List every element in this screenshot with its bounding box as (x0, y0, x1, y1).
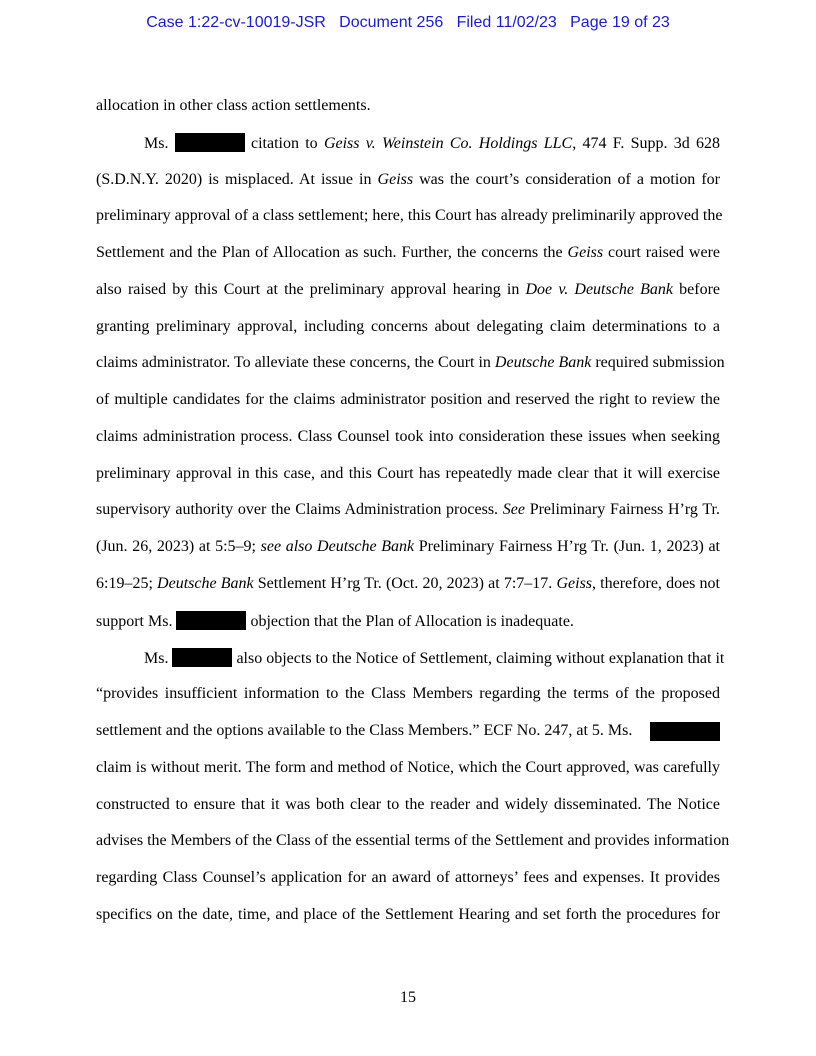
body-line: preliminary approval of a class settlement; here, this Court has already preliminarily approved the (96, 207, 723, 224)
body-line: claim is without merit. The form and method of Notice, which the Court approved, was carefully (96, 759, 720, 776)
body-line: support Ms. objection that the Plan of Allocation is inadequate. (96, 613, 574, 630)
body-line: supervisory authority over the Claims Administration process. See Preliminary Fairness H’rg Tr. (96, 501, 721, 518)
body-line: (S.D.N.Y. 2020) is misplaced. At issue in Geiss was the court’s consideration of a motion for (96, 171, 720, 188)
body-line: settlement and the options available to the Class Members.” ECF No. 247, at 5. Ms. (96, 722, 633, 739)
body-line: also raised by this Court at the preliminary approval hearing in Doe v. Deutsche Bank before (96, 281, 721, 298)
body-line: (Jun. 26, 2023) at 5:5–9; see also Deutsche Bank Preliminary Fairness H’rg Tr. (Jun. 1, 2023) at (96, 538, 720, 555)
body-line: granting preliminary approval, including concerns about delegating claim determinations to a (96, 318, 720, 335)
body-line: claims administration process. Class Counsel took into consideration these issues when seeking (96, 428, 720, 445)
body-line: preliminary approval in this case, and this Court has repeatedly made clear that it will exercise (96, 465, 720, 482)
body-line: Ms. citation to Geiss v. Weinstein Co. Holdings LLC, 474 F. Supp. 3d 628 (144, 135, 721, 152)
body-line: specifics on the date, time, and place of the Settlement Hearing and set forth the procedures for (96, 906, 720, 923)
page-number: 15 (400, 989, 416, 1006)
body-line: of multiple candidates for the claims administrator position and reserved the right to review the (96, 391, 720, 408)
body-line: advises the Members of the Class of the essential terms of the Settlement and provides information (96, 832, 730, 849)
redaction-box (172, 648, 232, 667)
body-line: 6:19–25; Deutsche Bank Settlement H’rg Tr. (Oct. 20, 2023) at 7:7–17. Geiss, therefore, does not (96, 575, 721, 592)
case-header: Case 1:22-cv-10019-JSR Document 256 Filed 11/02/23 Page 19 of 23 (146, 14, 670, 31)
body-line: regarding Class Counsel’s application for an award of attorneys’ fees and expenses. It provides (96, 869, 720, 886)
body-line: claims administrator. To alleviate these concerns, the Court in Deutsche Bank required submission (96, 354, 725, 371)
body-line: allocation in other class action settlements. (96, 97, 371, 114)
redaction-box (176, 611, 246, 630)
body-line: Ms. also objects to the Notice of Settlement, claiming without explanation that it (144, 650, 725, 667)
redaction-box (650, 722, 720, 741)
body-line: “provides insufficient information to the Class Members regarding the terms of the proposed (96, 685, 720, 702)
redaction-box (175, 133, 245, 152)
body-line: Settlement and the Plan of Allocation as such. Further, the concerns the Geiss court raised were (96, 244, 720, 261)
body-line: constructed to ensure that it was both clear to the reader and widely disseminated. The Notice (96, 796, 720, 813)
